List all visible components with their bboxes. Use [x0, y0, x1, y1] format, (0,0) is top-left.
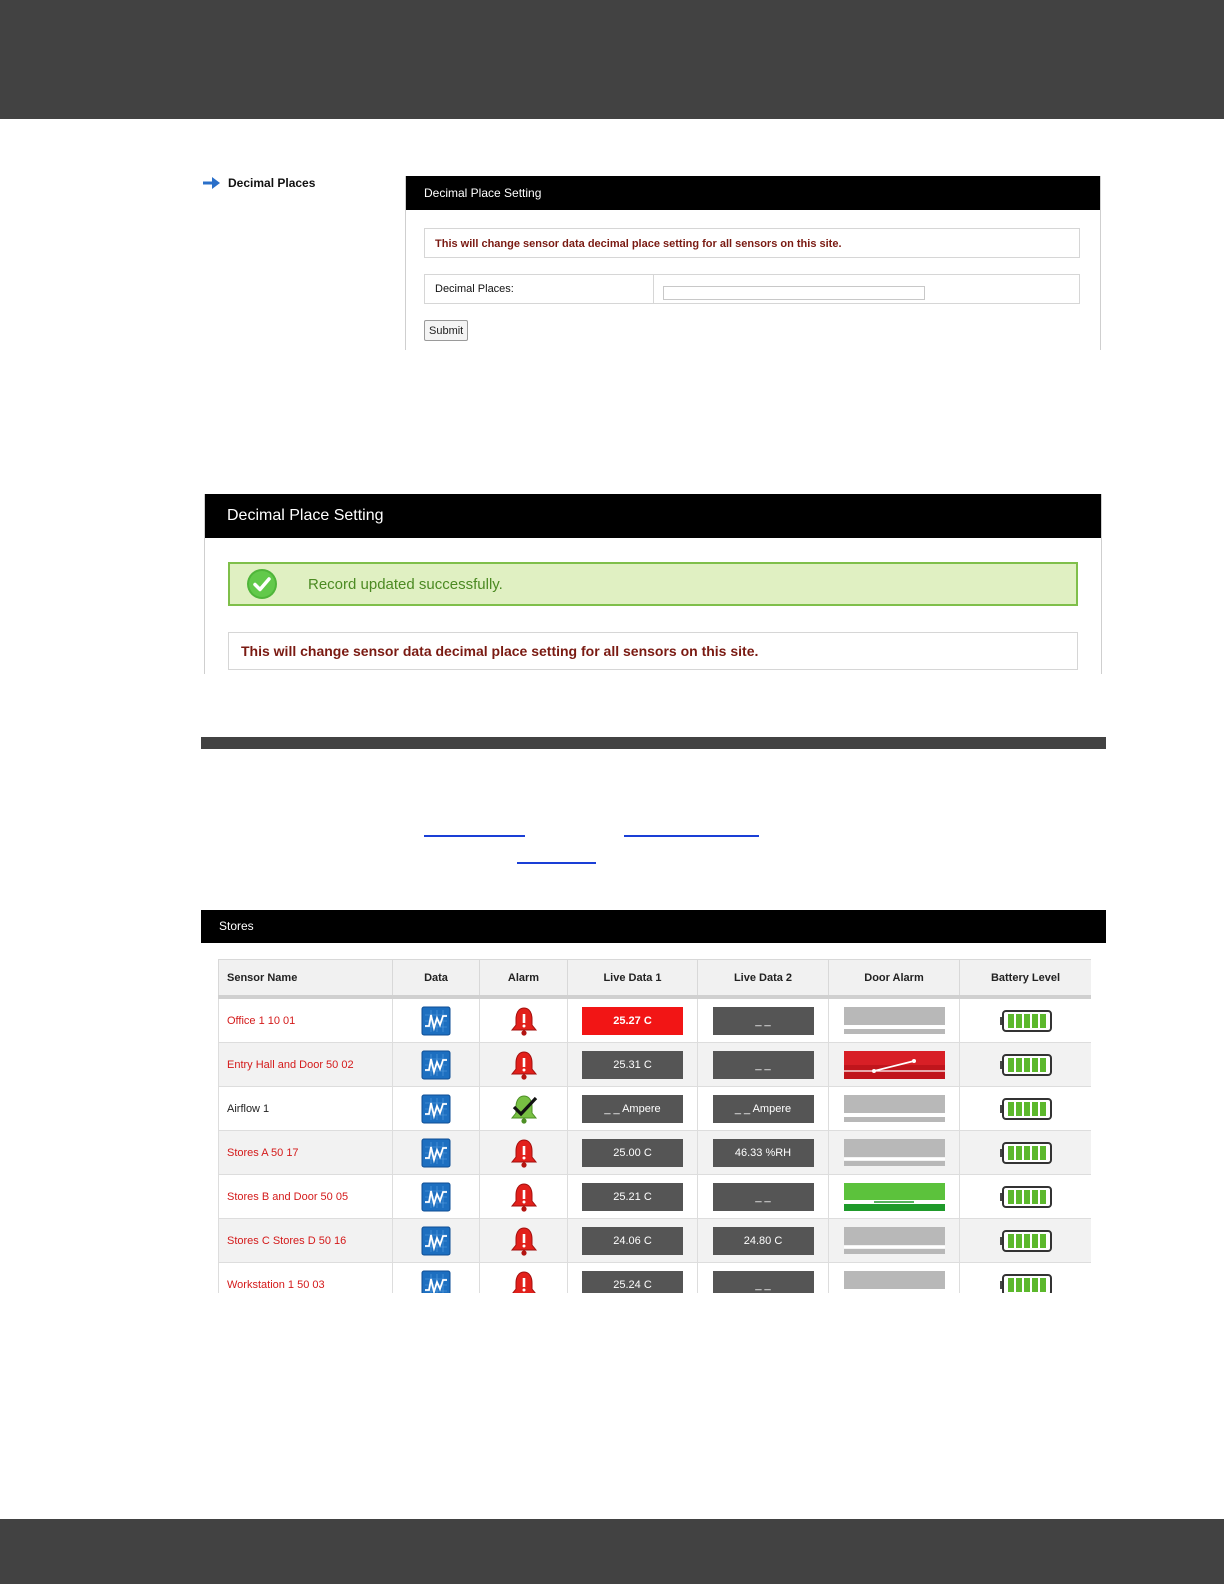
bell-alarm-icon[interactable] — [510, 1138, 538, 1168]
battery-cell — [960, 1087, 1092, 1131]
bell-alarm-icon[interactable] — [510, 1270, 538, 1294]
live-data-1-value: 25.21 C — [582, 1183, 683, 1211]
live-data-1-cell — [568, 997, 698, 1043]
column-header-live-data-1[interactable]: Live Data 1 — [568, 960, 698, 998]
chart-icon[interactable] — [421, 1050, 451, 1080]
live-data-2-cell — [698, 1219, 829, 1263]
sensor-name[interactable]: Entry Hall and Door 50 02 — [219, 1043, 393, 1087]
warning-message: This will change sensor data decimal place setting for all sensors on this site. — [228, 632, 1078, 670]
bell-alarm-icon[interactable] — [510, 1226, 538, 1256]
chart-icon[interactable] — [421, 1138, 451, 1168]
live-data-2-cell — [698, 1263, 829, 1294]
battery-full-icon — [1000, 1098, 1052, 1120]
sensor-name[interactable]: Stores C Stores D 50 16 — [219, 1219, 393, 1263]
table-row — [219, 1263, 1092, 1294]
live-data-1-cell — [568, 1219, 698, 1263]
live-data-2-cell — [698, 997, 829, 1043]
bell-check-icon[interactable] — [510, 1094, 538, 1124]
bell-alarm-icon[interactable] — [510, 1050, 538, 1080]
warning-message: This will change sensor data decimal place setting for all sensors on this site. — [424, 228, 1080, 258]
door-alarm-cell — [829, 1043, 960, 1087]
alarm-cell — [480, 1087, 568, 1131]
live-data-1-value: 25.24 C — [582, 1271, 683, 1294]
door-alarm-cell — [829, 1131, 960, 1175]
nav-item-decimal-places[interactable] — [203, 176, 315, 190]
door-closed-icon — [844, 1183, 945, 1211]
chart-icon[interactable] — [421, 1094, 451, 1124]
decimal-setting-result-panel — [204, 494, 1102, 674]
alarm-cell — [480, 1043, 568, 1087]
bell-alarm-icon[interactable] — [510, 1006, 538, 1036]
data-cell — [393, 1219, 480, 1263]
live-data-1-cell — [568, 1087, 698, 1131]
data-cell — [393, 1131, 480, 1175]
link-underline[interactable] — [624, 835, 759, 837]
section-divider — [201, 737, 1106, 749]
alarm-cell — [480, 997, 568, 1043]
battery-full-icon — [1000, 1054, 1052, 1076]
door-sensor-icon — [844, 1271, 945, 1294]
door-sensor-icon — [844, 1227, 945, 1255]
panel-title: Decimal Place Setting — [205, 494, 1101, 538]
arrow-right-icon — [203, 177, 220, 189]
decimal-places-input[interactable] — [663, 286, 925, 300]
door-sensor-icon — [844, 1095, 945, 1123]
live-data-1-cell — [568, 1175, 698, 1219]
data-cell — [393, 1043, 480, 1087]
data-cell — [393, 997, 480, 1043]
live-data-1-value: _ _ Ampere — [582, 1095, 683, 1123]
sensor-name[interactable]: Office 1 10 01 — [219, 997, 393, 1043]
battery-cell — [960, 1219, 1092, 1263]
decimal-setting-panel — [405, 176, 1101, 350]
column-header-live-data-2[interactable]: Live Data 2 — [698, 960, 829, 998]
alarm-cell — [480, 1131, 568, 1175]
door-alarm-cell — [829, 997, 960, 1043]
column-header-door-alarm[interactable]: Door Alarm — [829, 960, 960, 998]
live-data-2-value: _ _ — [713, 1183, 814, 1211]
live-data-2-value: _ _ — [713, 1051, 814, 1079]
live-data-1-value: 24.06 C — [582, 1227, 683, 1255]
live-data-1-cell — [568, 1131, 698, 1175]
alarm-cell — [480, 1219, 568, 1263]
live-data-1-cell — [568, 1043, 698, 1087]
sensor-table-container — [218, 959, 1091, 1293]
live-data-2-value: _ _ — [713, 1271, 814, 1294]
check-circle-icon — [246, 568, 278, 600]
live-data-2-value: 46.33 %RH — [713, 1139, 814, 1167]
data-cell — [393, 1087, 480, 1131]
sensor-name[interactable]: Airflow 1 — [219, 1087, 393, 1131]
chart-icon[interactable] — [421, 1226, 451, 1256]
live-data-1-value: 25.31 C — [582, 1051, 683, 1079]
battery-full-icon — [1000, 1230, 1052, 1252]
battery-cell — [960, 1175, 1092, 1219]
door-open-icon — [844, 1051, 945, 1079]
table-row — [219, 1175, 1092, 1219]
table-row — [219, 1087, 1092, 1131]
data-cell — [393, 1175, 480, 1219]
success-message: Record updated successfully. — [308, 575, 503, 593]
door-sensor-icon — [844, 1139, 945, 1167]
table-row — [219, 1043, 1092, 1087]
live-data-2-cell — [698, 1087, 829, 1131]
battery-full-icon — [1000, 1010, 1052, 1032]
chart-icon[interactable] — [421, 1182, 451, 1212]
footer-banner — [0, 1519, 1224, 1584]
chart-icon[interactable] — [421, 1006, 451, 1036]
battery-full-icon — [1000, 1142, 1052, 1164]
link-underline[interactable] — [517, 862, 596, 864]
bell-alarm-icon[interactable] — [510, 1182, 538, 1212]
live-data-2-cell — [698, 1175, 829, 1219]
battery-full-icon — [1000, 1186, 1052, 1208]
live-data-1-cell — [568, 1263, 698, 1294]
live-data-2-cell — [698, 1131, 829, 1175]
door-alarm-cell — [829, 1263, 960, 1294]
column-header-sensor-name[interactable]: Sensor Name — [219, 960, 393, 998]
sensor-name[interactable]: Workstation 1 50 03 — [219, 1263, 393, 1294]
success-alert — [228, 562, 1078, 606]
column-header-battery-level[interactable]: Battery Level — [960, 960, 1092, 998]
live-data-2-value: _ _ Ampere — [713, 1095, 814, 1123]
table-header-row — [219, 960, 1092, 998]
battery-full-icon — [1000, 1274, 1052, 1294]
door-alarm-cell — [829, 1087, 960, 1131]
panel-title: Decimal Place Setting — [406, 176, 1100, 210]
column-header-alarm[interactable]: Alarm — [480, 960, 568, 998]
door-alarm-cell — [829, 1219, 960, 1263]
table-row — [219, 1131, 1092, 1175]
alarm-cell — [480, 1175, 568, 1219]
data-cell — [393, 1263, 480, 1294]
live-data-2-value: _ _ — [713, 1007, 814, 1035]
decimal-places-label: Decimal Places: — [425, 275, 654, 303]
top-banner — [0, 0, 1224, 119]
live-data-2-value: 24.80 C — [713, 1227, 814, 1255]
alarm-cell — [480, 1263, 568, 1294]
live-data-1-value: 25.00 C — [582, 1139, 683, 1167]
nav-item-label: Decimal Places — [228, 176, 316, 190]
chart-icon[interactable] — [421, 1270, 451, 1294]
door-alarm-cell — [829, 1175, 960, 1219]
sensor-name[interactable]: Stores A 50 17 — [219, 1131, 393, 1175]
battery-cell — [960, 1263, 1092, 1294]
sensor-name[interactable]: Stores B and Door 50 05 — [219, 1175, 393, 1219]
decimal-places-row — [424, 274, 1080, 304]
sensor-table — [218, 959, 1091, 1293]
table-row — [219, 997, 1092, 1043]
live-data-1-value: 25.27 C — [582, 1007, 683, 1035]
table-row — [219, 1219, 1092, 1263]
live-data-2-cell — [698, 1043, 829, 1087]
link-underline[interactable] — [424, 835, 525, 837]
submit-button[interactable]: Submit — [424, 320, 468, 341]
column-header-data[interactable]: Data — [393, 960, 480, 998]
battery-cell — [960, 1043, 1092, 1087]
battery-cell — [960, 997, 1092, 1043]
stores-panel-title: Stores — [201, 910, 1106, 943]
battery-cell — [960, 1131, 1092, 1175]
door-sensor-icon — [844, 1007, 945, 1035]
